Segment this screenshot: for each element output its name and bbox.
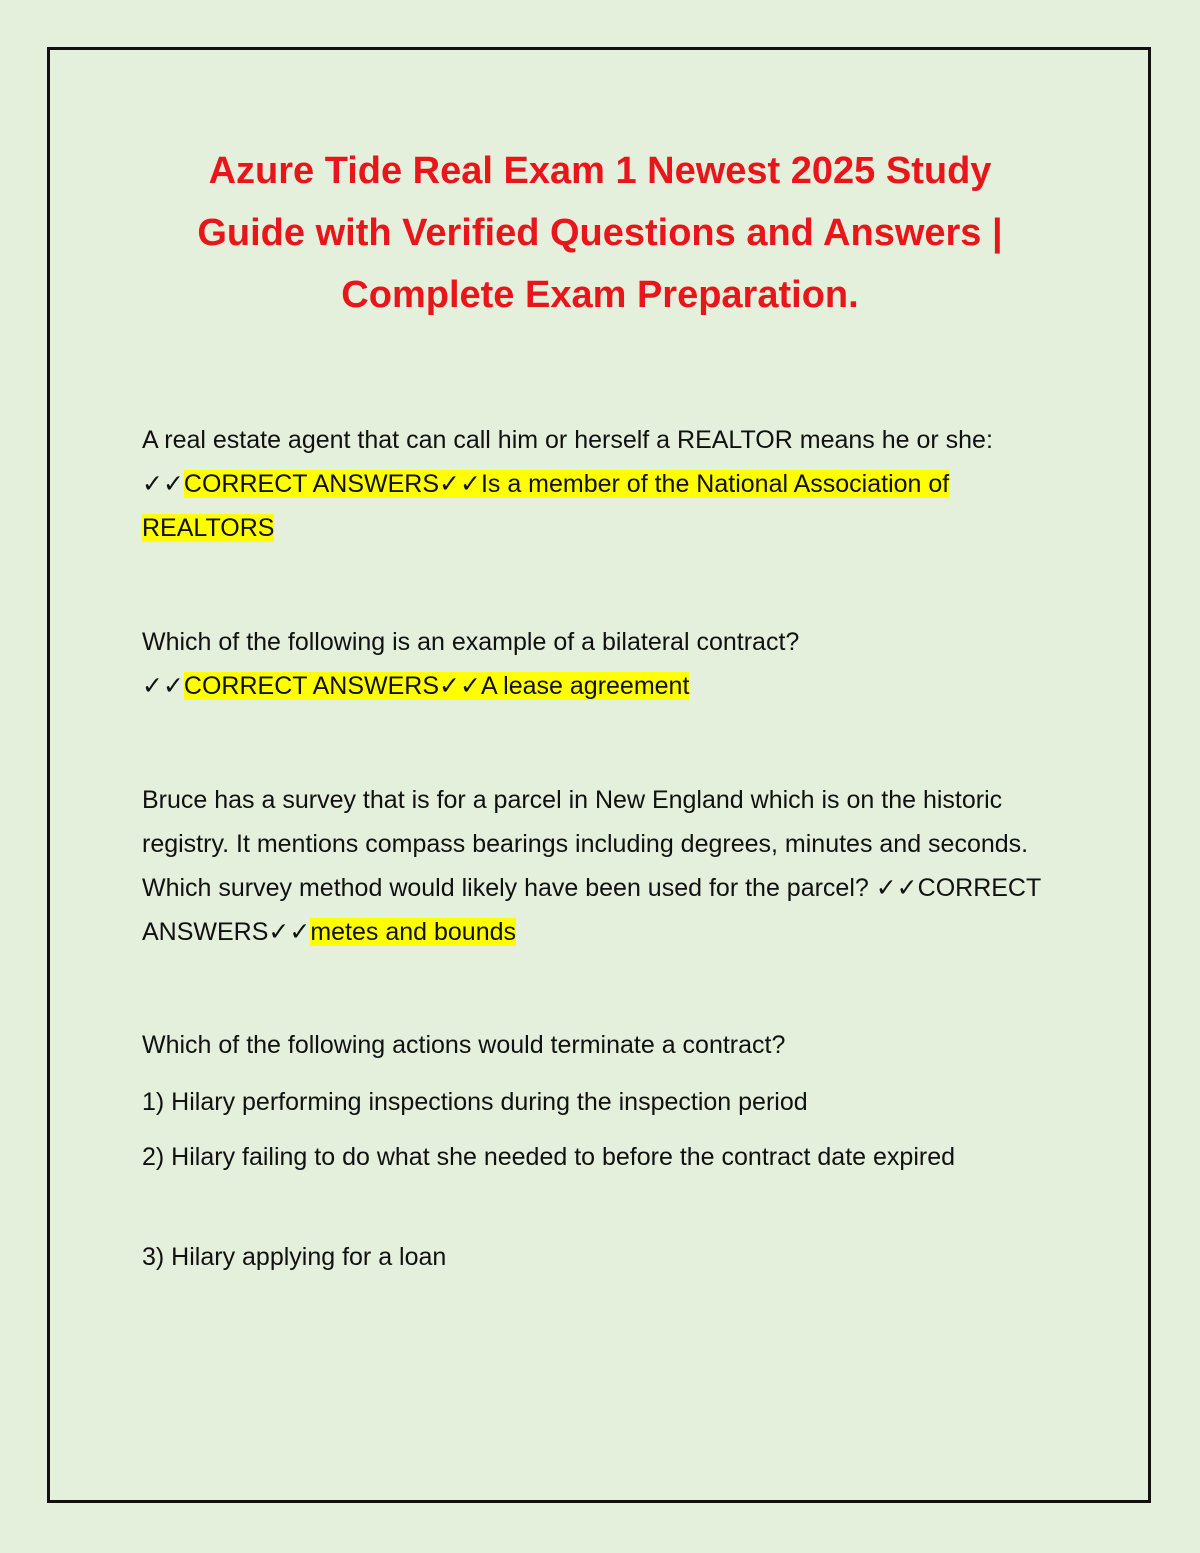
qa-item-3 bbox=[142, 778, 1042, 954]
check-marks: ✓✓ bbox=[142, 470, 184, 498]
option-1: 1) Hilary performing inspections during the inspection period bbox=[142, 1088, 808, 1116]
title-line-1: Azure Tide Real Exam 1 Newest 2025 Study bbox=[208, 150, 992, 192]
answer-highlight bbox=[310, 918, 516, 946]
answer-text: Is a member of the National Association of REALTORS bbox=[142, 470, 950, 542]
answer-highlight bbox=[184, 672, 690, 700]
question-text: A real estate agent that can call him or herself a REALTOR means he or she: bbox=[142, 426, 993, 454]
question-4-text: Which of the following actions would terminate a contract? bbox=[142, 1031, 786, 1059]
title-line-3: Complete Exam Preparation. bbox=[341, 274, 859, 316]
option-3: 3) Hilary applying for a loan bbox=[142, 1243, 447, 1271]
qa-item-1 bbox=[142, 418, 1042, 550]
answer-highlight bbox=[142, 470, 949, 542]
check-marks: ✓✓ bbox=[875, 874, 918, 902]
correct-answers-label: CORRECT ANSWERS✓✓ bbox=[183, 672, 481, 700]
correct-answers-label: CORRECT ANSWERS✓✓ bbox=[142, 874, 1041, 946]
correct-answers-label: CORRECT ANSWERS✓✓ bbox=[183, 470, 481, 498]
qa-item-2 bbox=[142, 620, 1042, 708]
answer-text: A lease agreement bbox=[480, 672, 690, 700]
question-text: Which of the following is an example of a bilateral contract? bbox=[142, 628, 800, 656]
check-marks: ✓✓ bbox=[142, 672, 184, 700]
document-title bbox=[120, 140, 1080, 326]
answer-text: metes and bounds bbox=[310, 918, 517, 946]
question-text: Bruce has a survey that is for a parcel in New England which is on the historic registry. It mentions compass bearings including degrees, minutes and seconds. Which survey method would likely have been used for the parcel? bbox=[142, 786, 1029, 902]
option-2: 2) Hilary failing to do what she needed to before the contract date expired bbox=[142, 1143, 956, 1171]
title-line-2: Guide with Verified Questions and Answers | bbox=[197, 212, 1003, 254]
